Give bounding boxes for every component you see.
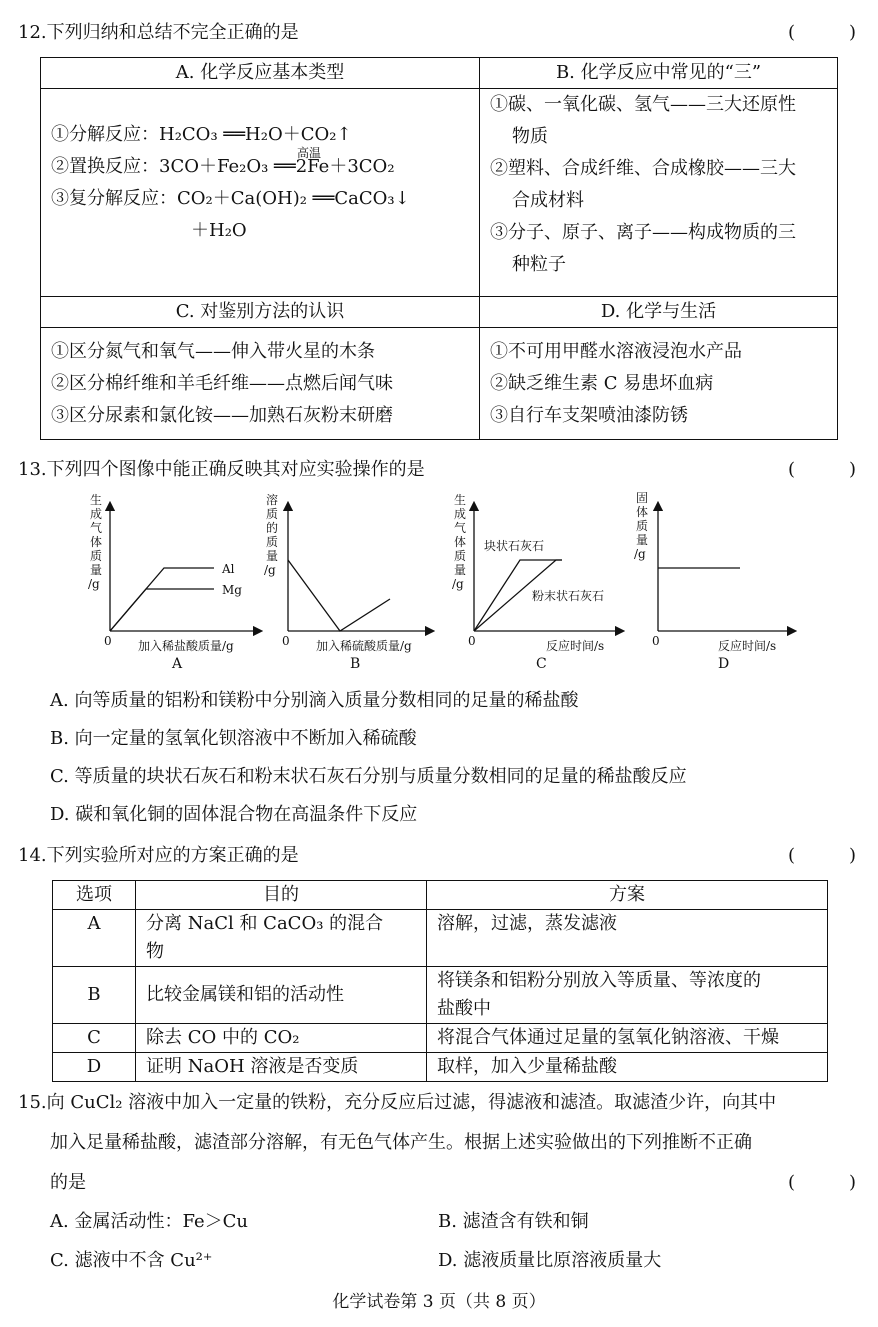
graph-d-ylabel-4: 量 <box>636 533 649 547</box>
graph-d-ylabel-1: 固 <box>636 491 649 505</box>
graph-a-ylabel-3: 气 <box>90 521 103 535</box>
q14-header-plan: 方案 <box>427 881 828 910</box>
graph-a-ylabel-6: 量 <box>90 563 103 577</box>
graph-b-letter: B <box>350 656 361 672</box>
q12-b-line3: ②塑料、合成纤维、合成橡胶——三大 <box>490 158 796 179</box>
graph-b-origin: 0 <box>282 634 290 648</box>
q12-b-line1: ①碳、一氧化碳、氢气——三大还原性 <box>490 94 796 115</box>
graph-c-ylabel-5: 质 <box>454 549 467 563</box>
table-row <box>53 1024 828 1053</box>
q14-row-b-option: B <box>53 967 136 1024</box>
q12-d-line2: ②缺乏维生素 C 易患坏血病 <box>490 373 714 394</box>
graph-c-origin: 0 <box>468 634 476 648</box>
q12-c-line3: ③区分尿素和氯化铵——加熟石灰粉末研磨 <box>51 405 393 426</box>
page-footer: 化学试卷第 3 页（共 8 页） <box>332 1292 546 1312</box>
graph-b-ylabel-1: 溶 <box>266 493 279 507</box>
graph-a-letter: A <box>172 656 183 672</box>
graph-b-ylabel-2: 质 <box>266 507 279 521</box>
graph-a-mg-line <box>110 589 214 631</box>
graph-a-ylabel-2: 成 <box>90 507 103 521</box>
q12-a-condition: 高温 <box>297 146 322 160</box>
q14-row-c-goal: 除去 CO 中的 CO₂ <box>136 1024 427 1053</box>
graph-d-letter: D <box>718 656 730 672</box>
graph-a-ylabel-4: 体 <box>90 535 103 549</box>
graph-c-lump-label: 块状石灰石 <box>484 539 545 553</box>
q12-a-line4: ＋H₂O <box>191 220 247 241</box>
q12-table <box>40 57 838 440</box>
graph-a-xlabel: 加入稀盐酸质量/g <box>138 639 234 653</box>
graph-c-ylabel-2: 成 <box>454 507 467 521</box>
graph-d-xlabel: 反应时间/s <box>718 639 777 653</box>
q12-d-title: D. 化学与生活 <box>480 297 838 328</box>
q13-option-c: C. 等质量的块状石灰石和粉末状石灰石分别与质量分数相同的足量的稀盐酸反应 <box>50 766 687 787</box>
q12-b-line4: 合成材料 <box>512 190 584 211</box>
table-row <box>53 910 828 967</box>
graph-d-ylabel-5: /g <box>634 547 646 561</box>
graph-c-powder-label: 粉末状石灰石 <box>532 589 605 603</box>
q12-c-line1: ①区分氮气和氧气——伸入带火星的木条 <box>51 341 375 362</box>
q14-row-c-plan: 将混合气体通过足量的氢氧化钠溶液、干燥 <box>427 1024 828 1053</box>
graph-b-ylabel-5: 量 <box>266 549 279 563</box>
q15-answer-paren: ( ) <box>787 1172 856 1193</box>
graph-a <box>88 492 258 672</box>
graph-c-ylabel-6: 量 <box>454 563 467 577</box>
graph-c <box>452 492 620 672</box>
graph-b <box>264 492 430 672</box>
graph-d-origin: 0 <box>652 634 660 648</box>
q12-d-line3: ③自行车支架喷油漆防锈 <box>490 405 688 426</box>
graph-a-al-line <box>110 568 214 631</box>
q13-option-a: A. 向等质量的铝粉和镁粉中分别滴入质量分数相同的足量的稀盐酸 <box>50 690 579 711</box>
q12-a-cell <box>41 89 480 297</box>
graph-a-origin: 0 <box>104 634 112 648</box>
q12-d-cell <box>480 328 838 440</box>
q15-line3: 的是 <box>50 1172 86 1193</box>
graph-d-ylabel-2: 体 <box>636 505 649 519</box>
graph-a-ylabel-7: /g <box>88 577 100 591</box>
graph-a-ylabel-1: 生 <box>90 493 103 507</box>
q14-row-d-option: D <box>53 1053 136 1082</box>
q14-row-b-plan <box>427 967 828 1024</box>
q14-header-goal: 目的 <box>136 881 427 910</box>
q13-graphs <box>80 488 860 678</box>
graph-c-ylabel-4: 体 <box>454 535 467 549</box>
q12-d-line1: ①不可用甲醛水溶液浸泡水产品 <box>490 341 742 362</box>
q14-row-a-goal <box>136 910 427 967</box>
graph-b-xlabel: 加入稀硫酸质量/g <box>316 639 412 653</box>
q14-row-b-plan-line1: 将镁条和铝粉分别放入等质量、等浓度的 <box>437 970 761 991</box>
q13-stem: 13.下列四个图像中能正确反映其对应实验操作的是 <box>18 459 425 480</box>
graph-c-xlabel: 反应时间/s <box>546 639 605 653</box>
q15-option-b: B. 滤渣含有铁和铜 <box>438 1211 589 1232</box>
graph-d-ylabel-3: 质 <box>636 519 649 533</box>
graph-c-ylabel-7: /g <box>452 577 464 591</box>
graph-b-ylabel-4: 质 <box>266 535 279 549</box>
q15-line1: 15.向 CuCl₂ 溶液中加入一定量的铁粉，充分反应后过滤，得滤液和滤渣。取滤渣少许，向其中 <box>18 1092 777 1113</box>
q14-row-a-goal-line2: 物 <box>146 941 164 962</box>
q12-c-line2: ②区分棉纤维和羊毛纤维——点燃后闻气味 <box>51 373 393 394</box>
q12-a-line3: ③复分解反应：CO₂＋Ca(OH)₂ ══CaCO₃↓ <box>51 188 410 209</box>
q14-row-a-goal-line1: 分离 NaCl 和 CaCO₃ 的混合 <box>146 913 384 934</box>
q13-answer-paren: ( ) <box>787 459 856 480</box>
q14-header-option: 选项 <box>53 881 136 910</box>
q14-row-a-option: A <box>53 910 136 967</box>
q12-stem: 12.下列归纳和总结不完全正确的是 <box>18 22 299 43</box>
q12-b-line6: 种粒子 <box>512 254 566 275</box>
q15-line2: 加入足量稀盐酸，滤渣部分溶解，有无色气体产生。根据上述实验做出的下列推断不正确 <box>50 1132 752 1153</box>
q12-b-line5: ③分子、原子、离子——构成物质的三 <box>490 222 796 243</box>
q12-answer-paren: ( ) <box>787 22 856 43</box>
q15-option-a: A. 金属活动性：Fe＞Cu <box>50 1211 248 1232</box>
q14-row-a-plan: 溶解，过滤，蒸发滤液 <box>427 910 828 967</box>
q12-b-cell <box>480 89 838 297</box>
graph-a-mg-label: Mg <box>222 583 242 597</box>
q14-stem: 14.下列实验所对应的方案正确的是 <box>18 845 299 866</box>
q12-a-line2: ②置换反应：3CO＋Fe₂O₃ ══2Fe＋3CO₂ <box>51 156 395 177</box>
q14-row-d-plan: 取样，加入少量稀盐酸 <box>427 1053 828 1082</box>
table-row <box>53 967 828 1024</box>
q14-row-d-goal: 证明 NaOH 溶液是否变质 <box>136 1053 427 1082</box>
q14-row-c-option: C <box>53 1024 136 1053</box>
q12-a-line1: ①分解反应：H₂CO₃ ══H₂O＋CO₂↑ <box>51 124 352 145</box>
graph-a-al-label: Al <box>222 562 235 576</box>
graph-b-ylabel-6: /g <box>264 563 276 577</box>
q14-table <box>52 880 828 1082</box>
q12-b-title: B. 化学反应中常见的“三” <box>480 58 838 89</box>
graph-d <box>634 491 792 672</box>
graph-c-letter: C <box>536 656 547 672</box>
table-row <box>53 1053 828 1082</box>
q12-a-title: A. 化学反应基本类型 <box>41 58 480 89</box>
q15-option-d: D. 滤液质量比原溶液质量大 <box>438 1250 662 1271</box>
graph-b-ylabel-3: 的 <box>266 521 279 535</box>
q14-row-b-plan-line2: 盐酸中 <box>437 998 491 1019</box>
q12-b-line2: 物质 <box>512 126 548 147</box>
q12-c-title: C. 对鉴别方法的认识 <box>41 297 480 328</box>
graph-c-ylabel-1: 生 <box>454 493 467 507</box>
graph-c-ylabel-3: 气 <box>454 521 467 535</box>
q14-row-b-goal: 比较金属镁和铝的活动性 <box>136 967 427 1024</box>
graph-a-ylabel-5: 质 <box>90 549 103 563</box>
q14-answer-paren: ( ) <box>787 845 856 866</box>
q13-option-b: B. 向一定量的氢氧化钡溶液中不断加入稀硫酸 <box>50 728 417 749</box>
q13-option-d: D. 碳和氧化铜的固体混合物在高温条件下反应 <box>50 804 418 825</box>
q15-option-c: C. 滤液中不含 Cu²⁺ <box>50 1250 213 1271</box>
q12-c-cell <box>41 328 480 440</box>
graph-b-line <box>288 560 390 631</box>
